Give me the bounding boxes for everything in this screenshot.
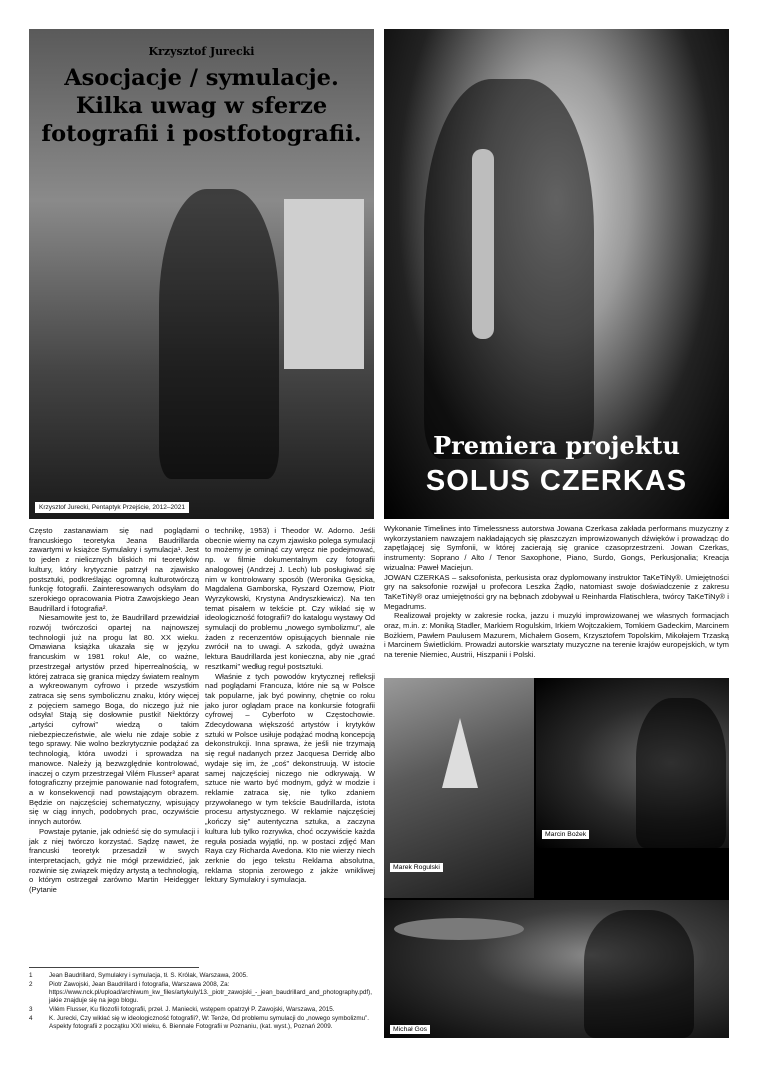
musician-figure <box>636 698 726 848</box>
photo-marek-rogulski <box>384 678 534 898</box>
photo-marcin-bozek <box>536 678 729 848</box>
paragraph: Często zastanawiam się nad poglądami francuskiego teoretyka Jeana Baudrillarda zawartymi w książce Symulakry i symulacja¹. Jest to jeden z nielicznych bliskich mi teoretyków kultury, który krytycznie patrzył na zjawisko postsztuki, podkreślając ogromną kulturotwórczą funkcję fotografii. Zainteresowanych odsyłam do szerokiego opracowania Piotra Zawojskiego Jean Baudrillard i fotografia². <box>29 526 199 613</box>
project-name: SOLUS CZERKAS <box>425 465 688 497</box>
cymbal-shape <box>394 918 524 940</box>
footnote: 3 Vilém Flusser, Ku filozofii fotografii, przeł. J. Maniecki, wstępem opatrzył P. Zawojski, Warszawa, 2015. <box>29 1006 335 1013</box>
house-shape <box>284 199 364 369</box>
paragraph: Wykonanie Timelines into Timelessness autorstwa Jowana Czerkasa zakłada performans muzyczny z wykorzystaniem nawzajem nakładających się płaszczyzn improwizowanych dźwięków i prowadząc do zapętlającej się Symfonii, w której zacierają się granice czasoprzestrzeni. Jowan Czerkas, instrumenty: Soprano / Alto / Tenor Saxophone, Piano, Surdo, Gongs, Perkusjonalia; Kreacja wizualna: Paweł Maciejun. <box>384 524 729 572</box>
project-photo <box>384 29 729 519</box>
saxophonist-figure <box>424 79 594 459</box>
photo-label: Marcin Bożek <box>542 830 589 839</box>
paragraph: Powstaje pytanie, jak odnieść się do symulacji i jak z niej twórczo korzystać. Sądzę nawet, że francuski teoretyk przesadził w swych interpretacjach, gdyż nie mógł przewidzieć, jak rozwinie się związek między artystą a technologią, o którym ostrzegał zarówno Martin Heidegger (Pytanie <box>29 826 199 895</box>
musicians-gallery <box>384 678 729 1038</box>
project-description <box>384 524 729 660</box>
premiere-heading: Premiera projektu <box>433 431 680 460</box>
article-photo <box>29 29 374 519</box>
paragraph: Realizował projekty w zakresie rocka, jazzu i muzyki improwizowanej we własnych formacjach oraz, m.in. z: Moniką Stadler, Markiem Rogulskim, Irkiem Wojtczakiem, Tomkiem Gadeckim, Marcinem Bożkiem, Pawłem Paulusem Mazurem, Michałem Gosem, Krzysztofem Topolskim, Mikołajem Trzaską i Marcinem Świetlickim. Prowadzi autorskie warsztaty muzyczne na terenie krajów europejskich, w tym na terenie Niemiec, Austrii, Hiszpanii i Polski. <box>384 611 729 660</box>
paragraph: Właśnie z tych powodów krytycznej refleksji nad poglądami Francuza, które nie są w Polsce tak popularne, jak być powinny, chętnie co roku jako juror oglądam prace na konkursie fotografii cyfrowej – Cyberfoto w Częstochowie. Zdecydowana większość artystów i krytyków sztuki w Polsce usiłuje podążać modną koncepcją dekonstrukcji. Inna sprawa, że jeśli nie trzymają się reguł nadanych przez Jacquesa Derridę albo wydaje się im, że „coś” dekonstruują. W istocie samej najczęściej niczego nie odkrywają. W sztuce nie warto być modnym, gdyż w modzie i reklamie zatraca się, nie tylko zdaniem przywołanego w tym tekście Baudrillarda, istota procesu artystycznego. W reklamie najczęściej „kończy się” autentyczna sztuka, a zaczyna kultura lub tylko rozrywka, choć oczywiście każda reguła posiada wyjątki, np. w postaci zdjęć Man Raya czy Richarda Avedona. Kto nie wierzy niech zerknie do jego tekstu Reklama absolutna, reklama stopnia zerowego z jakże wnikliwej lektury Symulakry i symulacja. <box>205 671 375 885</box>
photo-caption: Krzysztof Jurecki, Pentaptyk Przejście, 2012–2021 <box>35 502 189 513</box>
saxophone-shape <box>472 149 494 339</box>
paragraph: JOWAN CZERKAS – saksofonista, perkusista oraz dyplomowany instruktor TaKeTiNy®. Umiejętności gry na saksofonie rozwijał u profecora Leszka Żądło, natomiast swoje doświadczenie z zakresu TaKeTiNy® oraz umiejętności gry na bębnach zdobywał u Reinharda Flatischlera, twórcy TaKeTiNy® i Megadrums. <box>384 572 729 611</box>
article-column-2 <box>205 526 375 885</box>
footnote: 1 Jean Baudrillard, Symulakry i symulacja, tł. S. Królak, Warszawa, 2005. <box>29 972 248 979</box>
photo-label: Marek Rogulski <box>390 863 443 872</box>
portrait-figure <box>159 189 279 479</box>
hat-shape <box>442 718 478 788</box>
footnotes <box>29 972 374 1032</box>
footnote-rule <box>29 967 199 968</box>
article-column-1 <box>29 526 199 895</box>
footnote: 4 K. Jurecki, Czy wikłać się w ideologiczność fotografii?, W: Tenże, Od problemu symulacji do „nowego symbolizmu”. Aspekty fotografii z początku XXI wieku, 6. Biennale Fotografii w Poznaniu, (kat. wyst.), Poznań 2009. <box>29 1015 369 1030</box>
footnote: 2 Piotr Zawojski, Jean Baudrillard i fotografia, Warszawa 2008, Za: https://www.nck.pl/upload/archiwum_kw_files/artykuly/13._piotr_zawojski_-_jean_baudrillard_and_photography.pdf), jakie znajduje się na jego blogu. <box>29 981 372 1004</box>
article-title: Asocjacje / symulacje. Kilka uwag w sferze fotografii i postfotografii. <box>41 65 362 147</box>
author-byline: Krzysztof Jurecki <box>148 45 255 58</box>
paragraph: Niesamowite jest to, że Baudrillard przewidział rozwój twórczości opartej na najnowszej technologii już na progu lat 80. XX wieku. Omawiana książka ukazała się w języku francuskim w 1981 roku! Ale, co ważne, przestrzegał artystów przed hiperrealnością, w której zatraca się granica między światem realnym a wykreowanym cyfrowo i przede wszystkim zatraca się sens symbolicznu znaku, który więcej z pojęciem samego Boga, do niczego już nie odsyła! Stają się dosłownie pustki! Niektórzy „artyści cyfrowi” wiedzą o takim niebezpieczeństwie, ale wielu nie zdaje sobie z tego sprawy. Nie wolno bezkrytycznie podążać za technologią, która uwodzi i sprowadza na manowce. Należy ją bezwzględnie kontrolować, inaczej o czym przestrzegał Vilém Flusser³ aparat fotograficzny przejmie panowanie nad fotografem, a w konsekwencji nad powstającym obrazem. Będzie on najczęściej schematyczny, wpisujący się w ciąg innych, podobnych prac, oczywiście innych autorów. <box>29 613 199 827</box>
photo-michal-gos <box>384 900 729 1038</box>
paragraph: o technikę, 1953) i Theodor W. Adorno. Jeśli obecnie wiemy na czym zjawisko polega symulacji to możemy je ominąć czy wręcz nie podejmować, np. w filmie dokumentalnym czy fotografii analogowej (Andrzej J. Lech) lub posługiwać się nim w kontrolowany sposób (Weronika Gęsicka, Magdalena Gamborska, Ryszard Ozernow, Piotr Wyrzykowski, Krystyna Andryszkiewicz). Na ten temat pisałem w tekście pt. Czy wikłać się w ideologiczność fotografii? do katalogu wystawy Od symulacji do problemu „nowego symbolizmu”, ale żaden z recenzentów opisujących biennale nie zwrócił na to uwagi. A szkoda, gdyż uważna lektura Baudrillarda jest konieczna, aby nie „grać resztkami” według reguł postsztuki. <box>205 526 375 671</box>
drummer-figure <box>584 910 694 1038</box>
photo-label: Michał Gos <box>390 1025 430 1034</box>
